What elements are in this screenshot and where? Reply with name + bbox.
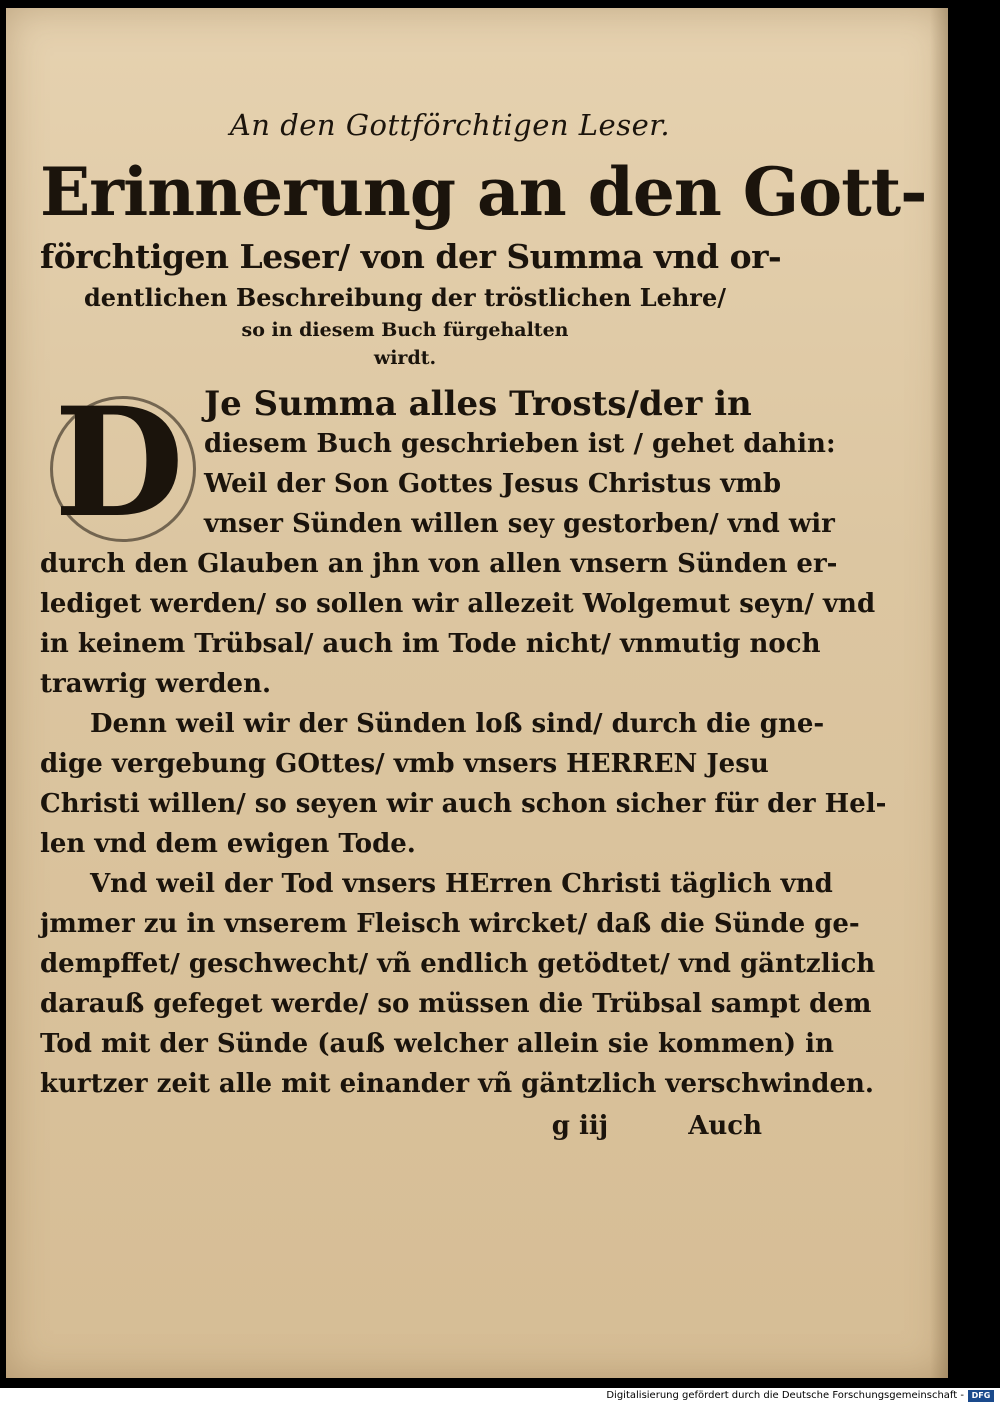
text-line: diesem Buch geschrieben ist / gehet dahin: [204,429,836,459]
title-main: Erinnerung an den Gott- [40,153,927,231]
page-footer-line [40,1106,770,1146]
text-line: Christi willen/ so seyen wir auch schon sicher für der Hel- [40,789,887,819]
text-block [40,108,927,1146]
text-line: Je Summa alles Trosts/der in [204,384,752,424]
text-line: Vnd weil der Tod vnsers HErren Christi täglich vnd [90,869,833,899]
title-line-3: so in diesem Buch fürgehalten [241,319,569,341]
text-line: dempffet/ geschwecht/ vñ endlich getödtet/ vnd gäntzlich [40,949,876,979]
text-line: Tod mit der Sünde (auß welcher allein sie kommen) in [40,1029,834,1059]
paragraph-1 [40,375,876,704]
paragraph-3 [40,864,876,1104]
text-line: vnser Sünden willen sey gestorben/ vnd wir [204,509,835,539]
title-line-1: förchtigen Leser/ von der Summa vnd or- [40,237,782,276]
text-line: trawrig werden. [40,669,272,699]
running-head: An den Gottförchtigen Leser. [229,108,671,142]
title-line-4: wirdt. [373,347,437,369]
text-line: in keinem Trübsal/ auch im Tode nicht/ vnmutig noch [40,629,821,659]
dfg-logo-icon: DFG [968,1390,994,1402]
paragraph-2 [40,704,887,864]
text-line: Weil der Son Gottes Jesus Christus vmb [204,469,782,499]
text-line: Denn weil wir der Sünden loß sind/ durch die gne- [90,709,825,739]
book-page [6,8,948,1378]
title-line-2: dentlichen Beschreibung der tröstlichen Lehre/ [84,283,726,312]
text-line: durch den Glauben an jhn von allen vnsern Sünden er- [40,549,838,579]
catchword: Auch [688,1111,762,1141]
digitization-footer [0,1388,1000,1404]
text-line: dige vergebung GOttes/ vmb vnsers HERREN Jesu [40,749,769,779]
text-line: darauß gefeget werde/ so müssen die Trübsal sampt dem [40,989,872,1019]
decorated-initial: D [53,375,185,551]
text-line: kurtzer zeit alle mit einander vñ gäntzlich verschwinden. [40,1069,874,1099]
footer-credit: Digitalisierung gefördert durch die Deutsche Forschungsgemeinschaft - [606,1390,964,1401]
text-line: lediget werden/ so sollen wir allezeit Wolgemut seyn/ vnd [40,589,876,619]
text-line: jmmer zu in vnserem Fleisch wircket/ daß die Sünde ge- [40,909,860,939]
signature-mark: g iij [551,1111,609,1141]
text-line: len vnd dem ewigen Tode. [40,829,416,859]
